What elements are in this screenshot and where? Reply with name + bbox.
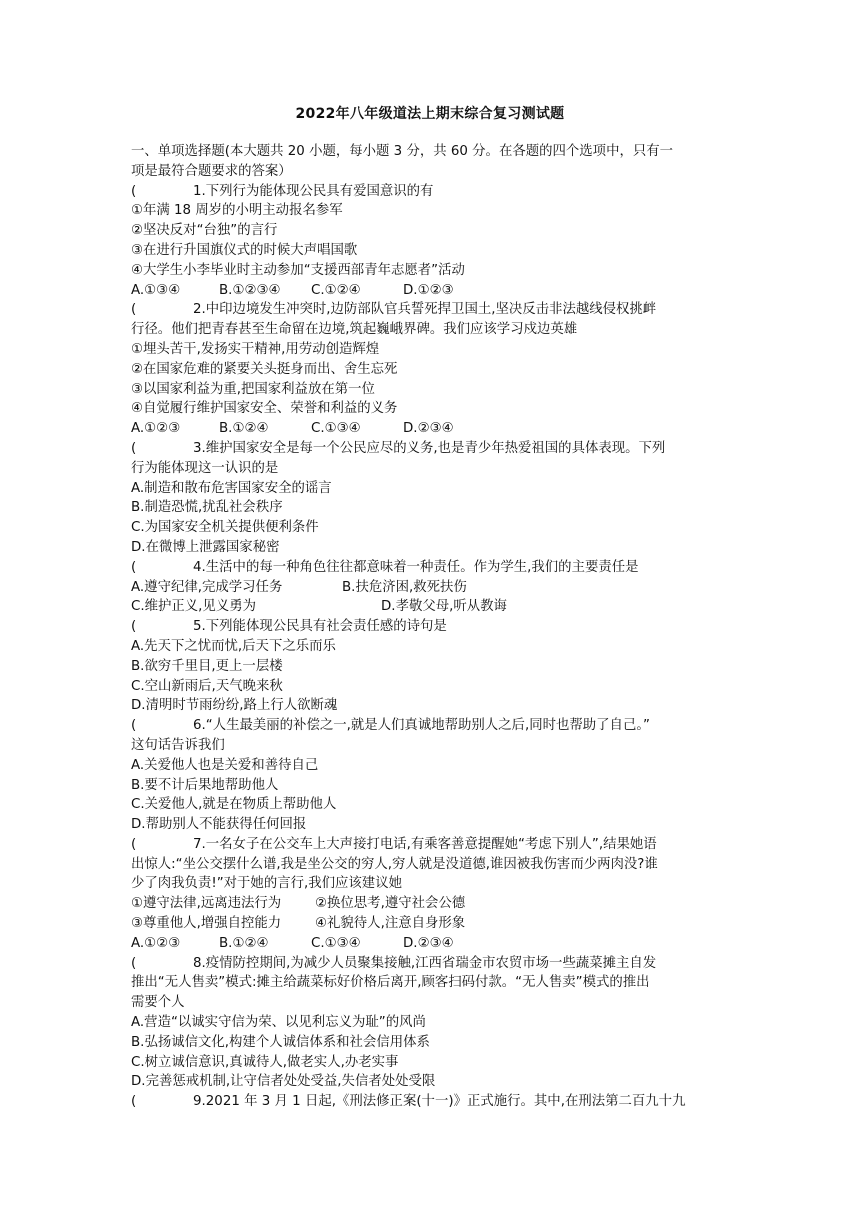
question-9 <box>131 1092 731 1112</box>
option-d[interactable]: D.①②③ <box>403 282 454 298</box>
option-b[interactable]: B.①②④ <box>219 935 269 951</box>
statement: ③以国家利益为重,把国家利益放在第一位 <box>131 381 375 397</box>
section-heading: 一、单项选择题(本大题共 20 小题，每小题 3 分，共 60 分。在各题的四个选项中，只有一 <box>131 144 674 159</box>
option-b[interactable]: B.要不计后果地帮助他人 <box>131 777 279 793</box>
statement: ②换位思考,遵守社会公德 <box>315 896 466 912</box>
answer-blank[interactable]: ( <box>131 619 137 635</box>
options-row <box>131 578 731 598</box>
option-d[interactable]: D.帮助别人不能获得任何回报 <box>131 817 307 833</box>
option-d[interactable]: D.孝敬父母,听从教诲 <box>381 599 507 615</box>
option-d[interactable]: D.②③④ <box>403 421 454 437</box>
question-stem-cont: 行为能体现这一认识的是 <box>131 460 279 476</box>
question-stem-cont: 推出“无人售卖”模式:摊主给蔬菜标好价格后离开,顾客扫码付款。“无人售卖”模式的推出 <box>131 975 650 991</box>
option-d[interactable]: D.完善惩戒机制,让守信者处处受益,失信者处处受限 <box>131 1074 436 1090</box>
question-stem: 1.下列行为能体现公民具有爱国意识的有 <box>193 183 434 199</box>
question-stem-cont: 这句话告诉我们 <box>131 737 225 753</box>
option-d[interactable]: D.②③④ <box>403 935 454 951</box>
question-2 <box>131 300 731 439</box>
option-a[interactable]: A.遵守纪律,完成学习任务 <box>131 579 283 595</box>
question-stem: 6.“人生最美丽的补偿之一,就是人们真诚地帮助别人之后,同时也帮助了自己。” <box>193 718 650 734</box>
options-row <box>131 281 731 301</box>
option-c[interactable]: C.①③④ <box>311 421 361 437</box>
option-a[interactable]: A.先天下之忧而忧,后天下之乐而乐 <box>131 638 336 654</box>
question-stem: 8.疫情防控期间,为减少人员聚集接触,江西省瑞金市农贸市场一些蔬菜摊主自发 <box>193 955 657 971</box>
answer-blank[interactable]: ( <box>131 183 137 199</box>
statement: ①年满 18 周岁的小明主动报名参军 <box>131 203 343 219</box>
question-stem-cont: 出惊人:“坐公交摆什么谱,我是坐公交的穷人,穷人就是没道德,谁因被我伤害而少两肉没?谁 <box>131 856 658 872</box>
option-a[interactable]: A.①②③ <box>131 935 181 951</box>
answer-blank[interactable]: ( <box>131 1094 137 1110</box>
option-a[interactable]: A.①③④ <box>131 282 181 298</box>
statements-row <box>131 894 731 914</box>
section-heading-cont: 项是最符合题要求的答案） <box>131 163 292 179</box>
question-stem: 9.2021 年 3 月 1 日起,《刑法修正案(十一)》正式施行。其中,在刑法第二百九十九 <box>193 1094 686 1110</box>
options-row <box>131 934 731 954</box>
option-c[interactable]: C.树立诚信意识,真诚待人,做老实人,办老实事 <box>131 1054 399 1070</box>
option-b[interactable]: B.扶危济困,救死扶伤 <box>342 579 467 595</box>
option-c[interactable]: C.①②④ <box>311 282 361 298</box>
statement: ④礼貌待人,注意自身形象 <box>315 916 466 932</box>
option-c[interactable]: C.空山新雨后,天气晚来秋 <box>131 678 283 694</box>
question-1 <box>131 182 731 301</box>
option-b[interactable]: B.弘扬诚信文化,构建个人诚信体系和社会信用体系 <box>131 1034 430 1050</box>
answer-blank[interactable]: ( <box>131 955 137 971</box>
question-stem-cont: 行径。他们把青春甚至生命留在边境,筑起巍峨界碑。我们应该学习戍边英雄 <box>131 322 578 338</box>
statements-row <box>131 914 731 934</box>
document-body <box>131 142 731 1112</box>
document-title: 2022年八年级道法上期末综合复习测试题 <box>295 106 565 122</box>
option-b[interactable]: B.制造恐慌,扰乱社会秩序 <box>131 500 283 516</box>
answer-blank[interactable]: ( <box>131 559 137 575</box>
option-d[interactable]: D.在微博上泄露国家秘密 <box>131 539 280 555</box>
statement: ①埋头苦干,发扬实干精神,用劳动创造辉煌 <box>131 341 380 357</box>
statement: ④大学生小李毕业时主动参加“支援西部青年志愿者”活动 <box>131 262 465 278</box>
question-5 <box>131 617 731 716</box>
question-stem: 3.维护国家安全是每一个公民应尽的义务,也是青少年热爱祖国的具体表现。下列 <box>193 440 666 456</box>
answer-blank[interactable]: ( <box>131 440 137 456</box>
option-c[interactable]: C.关爱他人,就是在物质上帮助他人 <box>131 797 337 813</box>
option-a[interactable]: A.营造“以诚实守信为荣、以见利忘义为耻”的风尚 <box>131 1015 426 1031</box>
question-6 <box>131 716 731 835</box>
statement: ③在进行升国旗仪式的时候大声唱国歌 <box>131 242 358 258</box>
option-a[interactable]: A.关爱他人也是关爱和善待自己 <box>131 757 319 773</box>
question-stem: 7.一名女子在公交车上大声接打电话,有乘客善意提醒她“考虑下别人”,结果她语 <box>193 836 657 852</box>
options-row <box>131 597 731 617</box>
options-row <box>131 419 731 439</box>
option-b[interactable]: B.欲穷千里目,更上一层楼 <box>131 658 283 674</box>
question-7 <box>131 835 731 954</box>
option-c[interactable]: C.为国家安全机关提供便利条件 <box>131 520 319 536</box>
option-c[interactable]: C.①③④ <box>311 935 361 951</box>
statement: ②在国家危难的紧要关头挺身而出、舍生忘死 <box>131 361 398 377</box>
option-b[interactable]: B.①②③④ <box>219 282 281 298</box>
question-4 <box>131 558 731 617</box>
question-stem-cont: 需要个人 <box>131 995 185 1011</box>
option-a[interactable]: A.制造和散布危害国家安全的谣言 <box>131 480 332 496</box>
statement: ①遵守法律,远离违法行为 <box>131 896 282 912</box>
option-a[interactable]: A.①②③ <box>131 421 181 437</box>
answer-blank[interactable]: ( <box>131 302 137 318</box>
option-d[interactable]: D.清明时节雨纷纷,路上行人欲断魂 <box>131 698 338 714</box>
question-stem: 2.中印边境发生冲突时,边防部队官兵誓死捍卫国土,坚决反击非法越线侵权挑衅 <box>193 302 657 318</box>
answer-blank[interactable]: ( <box>131 836 137 852</box>
question-8 <box>131 954 731 1093</box>
statement: ②坚决反对“台独”的言行 <box>131 223 278 239</box>
question-3 <box>131 439 731 558</box>
option-b[interactable]: B.①②④ <box>219 421 269 437</box>
question-stem-cont: 少了肉我负责!”对于她的言行,我们应该建议她 <box>131 876 402 892</box>
statement: ④自觉履行维护国家安全、荣誉和利益的义务 <box>131 401 398 417</box>
option-c[interactable]: C.维护正义,见义勇为 <box>131 599 256 615</box>
answer-blank[interactable]: ( <box>131 718 137 734</box>
question-stem: 5.下列能体现公民具有社会责任感的诗句是 <box>193 619 447 635</box>
question-stem: 4.生活中的每一种角色往往都意味着一种责任。作为学生,我们的主要责任是 <box>193 559 639 575</box>
statement: ③尊重他人,增强自控能力 <box>131 916 282 932</box>
